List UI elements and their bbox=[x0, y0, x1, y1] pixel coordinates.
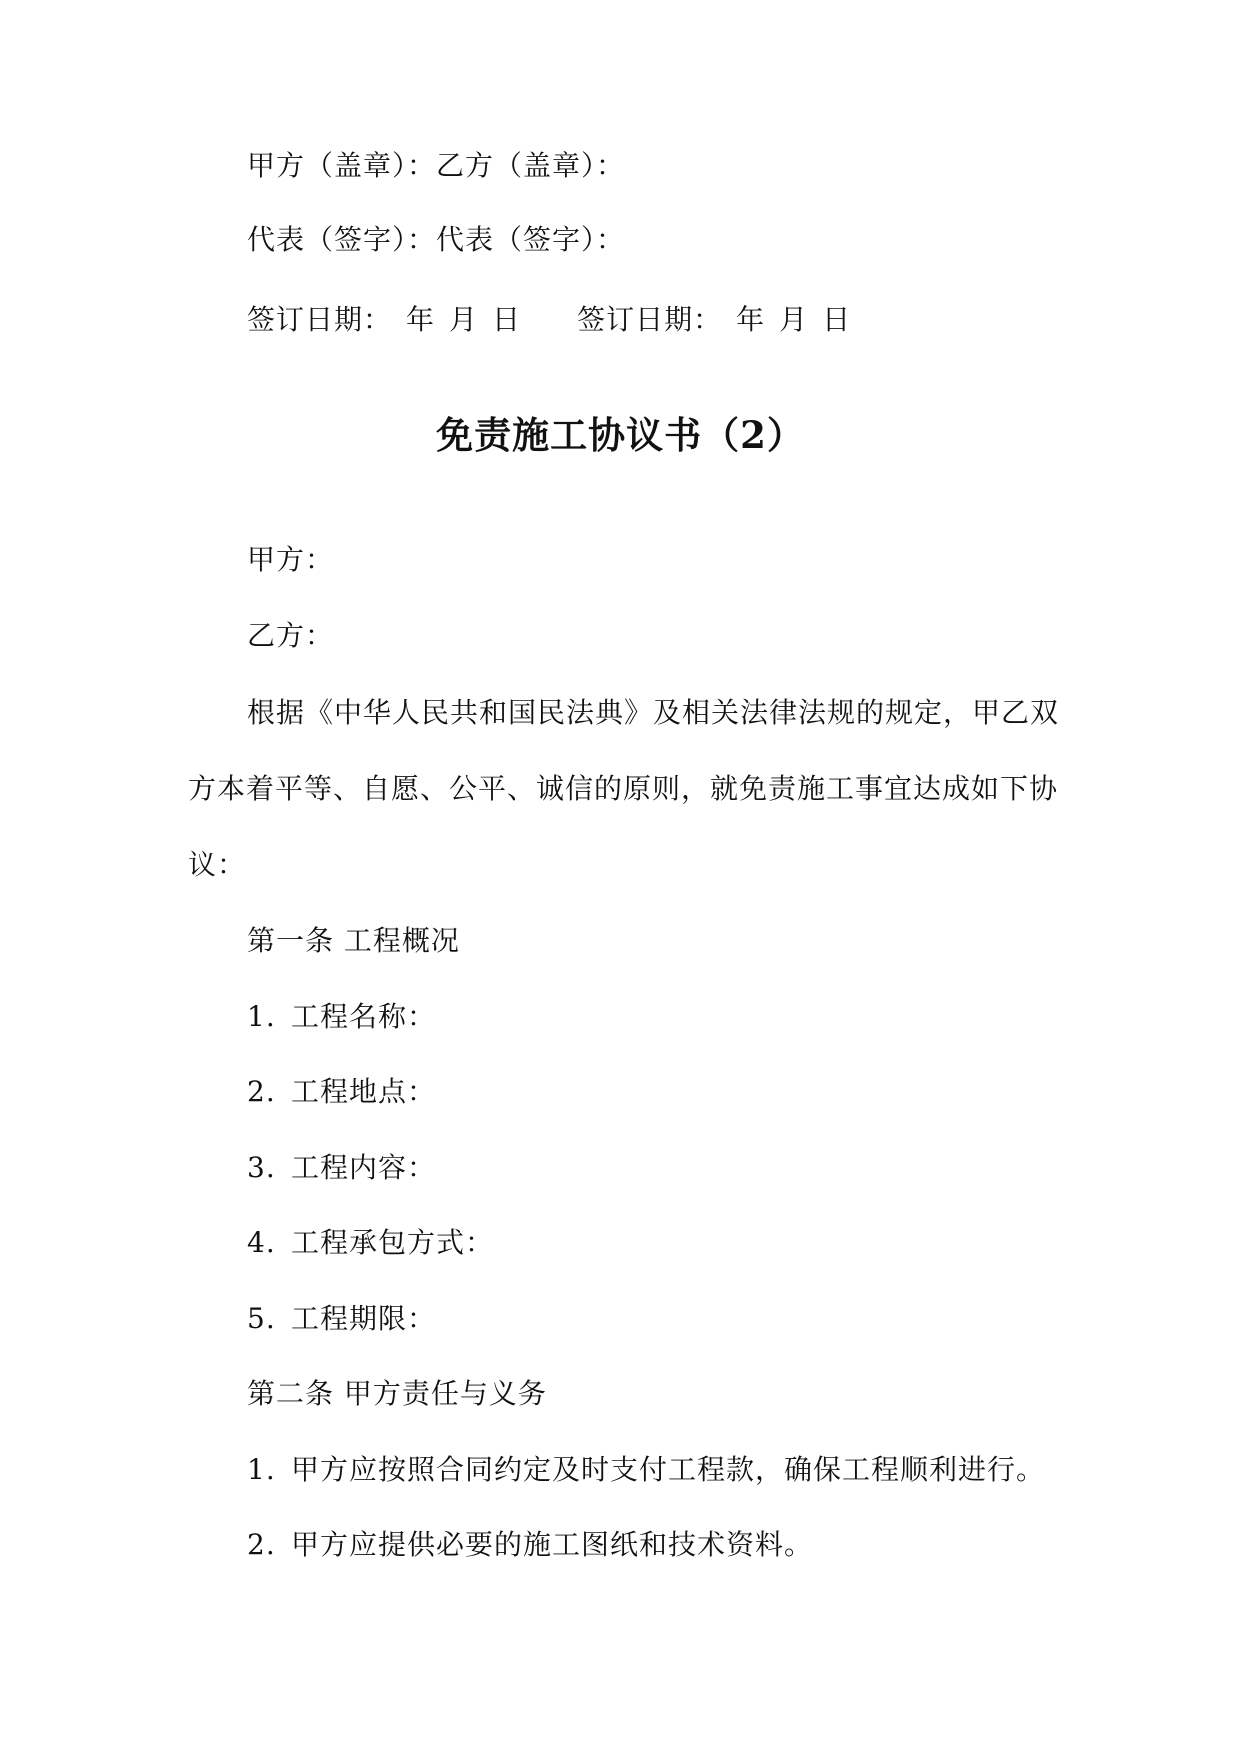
intro-line-3: 议： bbox=[188, 848, 247, 881]
seal-line bbox=[247, 146, 625, 186]
date-year-a: 年 bbox=[406, 303, 436, 336]
party-b-line: 乙方： bbox=[247, 619, 335, 652]
date-month-a: 月 bbox=[449, 303, 479, 336]
date-month-b: 月 bbox=[779, 303, 809, 336]
item-number: 2. bbox=[247, 1075, 276, 1108]
item-number: 1. bbox=[247, 1000, 276, 1033]
date-day-a: 日 bbox=[492, 303, 522, 336]
item-number: 5. bbox=[247, 1302, 276, 1335]
item-text: 工程承包方式： bbox=[291, 1226, 495, 1259]
item-text: 甲方应按照合同约定及时支付工程款，确保工程顺利进行。 bbox=[291, 1453, 1046, 1486]
signature-line bbox=[247, 220, 625, 260]
party-a-seal: 甲方（盖章）： bbox=[247, 149, 437, 182]
item-number: 3. bbox=[247, 1151, 276, 1184]
date-label-a: 签订日期： bbox=[247, 303, 393, 336]
article1-item bbox=[247, 1072, 436, 1112]
article2-heading: 第二条 甲方责任与义务 bbox=[247, 1377, 547, 1410]
intro-line-2: 方本着平等、自愿、公平、诚信的原则，就免责施工事宜达成如下协 bbox=[188, 772, 1059, 805]
item-text: 工程地点： bbox=[291, 1075, 437, 1108]
date-year-b: 年 bbox=[736, 303, 766, 336]
item-text: 工程名称： bbox=[291, 1000, 437, 1033]
party-b-seal: 乙方（盖章）： bbox=[436, 149, 626, 182]
article1-item bbox=[247, 1299, 436, 1339]
article1-item bbox=[247, 1223, 494, 1263]
date-day-b: 日 bbox=[822, 303, 852, 336]
item-number: 2. bbox=[247, 1528, 276, 1561]
rep-b-sign: 代表（签字）： bbox=[436, 223, 626, 256]
item-text: 甲方应提供必要的施工图纸和技术资料。 bbox=[291, 1528, 814, 1561]
party-a-line: 甲方： bbox=[247, 543, 335, 576]
intro-line-1: 根据《中华人民共和国民法典》及相关法律法规的规定，甲乙双 bbox=[247, 696, 1060, 729]
item-text: 工程内容： bbox=[291, 1151, 437, 1184]
date-label-b: 签订日期： bbox=[577, 303, 723, 336]
item-number: 4. bbox=[247, 1226, 276, 1259]
item-number: 1. bbox=[247, 1453, 276, 1486]
date-line bbox=[247, 300, 851, 340]
article1-heading: 第一条 工程概况 bbox=[247, 924, 460, 957]
item-text: 工程期限： bbox=[291, 1302, 437, 1335]
article1-item bbox=[247, 997, 436, 1037]
article1-item bbox=[247, 1148, 436, 1188]
rep-a-sign: 代表（签字）： bbox=[247, 223, 437, 256]
article2-item bbox=[247, 1525, 813, 1565]
article2-item bbox=[247, 1450, 1045, 1490]
document-title: 免责施工协议书（2） bbox=[436, 413, 805, 457]
